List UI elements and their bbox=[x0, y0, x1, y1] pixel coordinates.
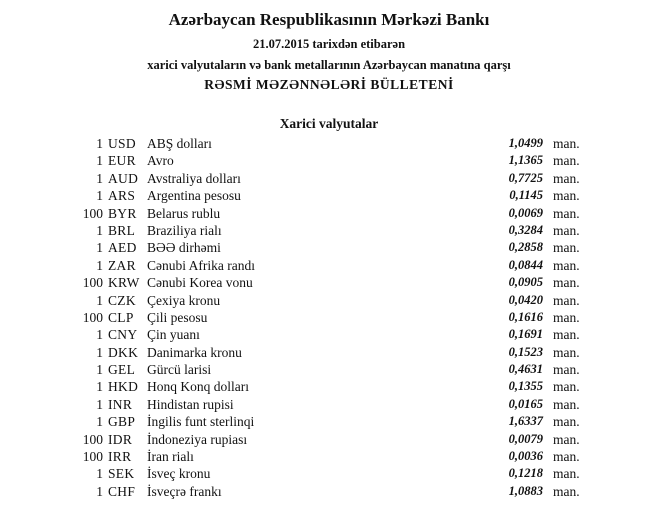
rate-row bbox=[0, 274, 658, 291]
rate-row bbox=[0, 361, 658, 378]
currency-code: CZK bbox=[108, 292, 136, 308]
rate-row bbox=[0, 152, 658, 169]
rate-row bbox=[0, 257, 658, 274]
currency-code: CHF bbox=[108, 483, 136, 499]
rate-unit: man. bbox=[553, 483, 580, 499]
rate-unit: man. bbox=[553, 292, 580, 308]
currency-code: KRW bbox=[108, 275, 140, 291]
currency-name: Hindistan rupisi bbox=[147, 396, 234, 412]
rate-unit: man. bbox=[553, 449, 580, 465]
currency-name: İsveçrə frankı bbox=[147, 483, 222, 499]
currency-name: Çili pesosu bbox=[147, 309, 208, 325]
rate-quantity: 1 bbox=[96, 292, 103, 308]
rate-quantity: 1 bbox=[96, 153, 103, 169]
exchange-rate: 0,0069 bbox=[508, 205, 543, 220]
exchange-rate: 1,6337 bbox=[508, 414, 543, 429]
rate-row bbox=[0, 431, 658, 448]
rate-row bbox=[0, 135, 658, 152]
rate-quantity: 1 bbox=[96, 344, 103, 360]
currency-name: Çin yuanı bbox=[147, 327, 200, 343]
rate-row bbox=[0, 344, 658, 361]
rate-quantity: 1 bbox=[96, 136, 103, 151]
currency-name: İngilis funt sterlinqi bbox=[147, 414, 255, 430]
rate-row bbox=[0, 378, 658, 395]
exchange-rate: 0,0079 bbox=[508, 431, 543, 446]
rate-quantity: 1 bbox=[96, 414, 103, 430]
rate-quantity: 100 bbox=[82, 205, 103, 221]
currency-code: INR bbox=[108, 396, 133, 412]
currency-name: Honq Konq dolları bbox=[147, 379, 249, 395]
rate-row bbox=[0, 292, 658, 309]
exchange-rate: 0,4631 bbox=[508, 362, 543, 377]
rate-quantity: 100 bbox=[82, 275, 103, 291]
rate-unit: man. bbox=[553, 362, 580, 378]
currency-name: İsveç kronu bbox=[147, 466, 211, 482]
effective-date: 21.07.2015 tarixdən etibarən bbox=[252, 37, 406, 51]
currency-code: IRR bbox=[108, 449, 132, 465]
currency-name: İran rialı bbox=[147, 449, 194, 465]
currency-name: Danimarka kronu bbox=[147, 344, 242, 360]
rate-unit: man. bbox=[553, 327, 580, 343]
rate-unit: man. bbox=[553, 344, 580, 360]
currency-name: Braziliya rialı bbox=[147, 222, 222, 238]
currency-code: CNY bbox=[108, 327, 138, 343]
rate-row bbox=[0, 448, 658, 465]
currency-code: GEL bbox=[108, 362, 136, 378]
currency-name: Belarus rublu bbox=[147, 205, 221, 221]
rate-row bbox=[0, 465, 658, 482]
exchange-rate: 0,2858 bbox=[508, 240, 543, 255]
rate-quantity: 1 bbox=[96, 466, 103, 482]
rate-unit: man. bbox=[553, 379, 580, 395]
rate-row bbox=[0, 170, 658, 187]
currency-name: Avstraliya dolları bbox=[147, 170, 241, 186]
bulletin-subtitle: xarici valyutaların və bank metallarının Azərbaycan manatına qarşı bbox=[147, 58, 511, 72]
rate-unit: man. bbox=[553, 222, 580, 238]
exchange-rate: 1,0499 bbox=[508, 136, 543, 150]
currency-code: BYR bbox=[108, 205, 137, 221]
rate-quantity: 100 bbox=[82, 309, 103, 325]
currency-name: Avro bbox=[147, 153, 174, 169]
rate-quantity: 1 bbox=[96, 379, 103, 395]
rate-unit: man. bbox=[553, 257, 580, 273]
rate-row bbox=[0, 309, 658, 326]
rate-row bbox=[0, 222, 658, 239]
section-title: Xarici valyutalar bbox=[279, 116, 379, 131]
currency-code: GBP bbox=[108, 414, 136, 430]
rate-unit: man. bbox=[553, 466, 580, 482]
rate-quantity: 1 bbox=[96, 483, 103, 499]
exchange-rate: 0,1355 bbox=[508, 379, 543, 394]
exchange-rate: 0,0844 bbox=[508, 257, 543, 272]
rate-row bbox=[0, 326, 658, 343]
currency-code: ZAR bbox=[108, 257, 136, 273]
currency-code: BRL bbox=[108, 222, 136, 238]
exchange-rate: 0,1616 bbox=[508, 309, 543, 324]
rate-unit: man. bbox=[553, 309, 580, 325]
rate-row bbox=[0, 187, 658, 204]
bulletin-title: RƏSMİ MƏZƏNNƏLƏRİ BÜLLETENİ bbox=[204, 77, 454, 92]
rate-quantity: 1 bbox=[96, 327, 103, 343]
rate-row bbox=[0, 239, 658, 256]
exchange-rate: 0,0420 bbox=[508, 292, 543, 307]
exchange-rate: 0,1691 bbox=[508, 327, 543, 342]
rate-unit: man. bbox=[553, 275, 580, 291]
currency-name: Cənubi Afrika randı bbox=[147, 257, 255, 273]
rate-row bbox=[0, 396, 658, 413]
rate-row bbox=[0, 483, 658, 500]
currency-code: HKD bbox=[108, 379, 139, 395]
exchange-rate: 0,1145 bbox=[509, 188, 543, 203]
exchange-rate: 0,7725 bbox=[508, 170, 543, 185]
rate-quantity: 1 bbox=[96, 188, 103, 204]
currency-code: AUD bbox=[108, 170, 139, 186]
currency-code: USD bbox=[108, 136, 136, 151]
exchange-rate: 0,0036 bbox=[508, 449, 543, 464]
currency-name: İndoneziya rupiası bbox=[147, 431, 248, 447]
rate-row bbox=[0, 413, 658, 430]
rates-table bbox=[0, 135, 658, 500]
rate-quantity: 1 bbox=[96, 240, 103, 256]
currency-code: SEK bbox=[108, 466, 135, 482]
currency-code: ARS bbox=[108, 188, 136, 204]
rate-quantity: 1 bbox=[96, 362, 103, 378]
currency-code: AED bbox=[108, 240, 137, 256]
rate-unit: man. bbox=[553, 188, 580, 204]
rate-quantity: 1 bbox=[96, 396, 103, 412]
rate-unit: man. bbox=[553, 396, 580, 412]
rate-unit: man. bbox=[553, 431, 580, 447]
exchange-rate: 1,1365 bbox=[508, 153, 543, 168]
rate-unit: man. bbox=[553, 205, 580, 221]
currency-name: Çexiya kronu bbox=[147, 292, 221, 308]
currency-name: ABŞ dolları bbox=[147, 136, 212, 151]
exchange-rate: 0,1523 bbox=[508, 344, 543, 359]
bank-title: Azərbaycan Respublikasının Mərkəzi Bankı bbox=[168, 10, 490, 29]
currency-code: EUR bbox=[108, 153, 136, 169]
exchange-rate: 0,1218 bbox=[508, 466, 543, 481]
exchange-rate: 0,0905 bbox=[508, 275, 543, 290]
currency-name: Gürcü larisi bbox=[147, 362, 212, 378]
rate-unit: man. bbox=[553, 240, 580, 256]
rate-unit: man. bbox=[553, 153, 580, 169]
exchange-rate: 0,0165 bbox=[508, 396, 543, 411]
rate-row bbox=[0, 205, 658, 222]
rate-quantity: 100 bbox=[82, 431, 103, 447]
rate-quantity: 1 bbox=[96, 222, 103, 238]
rate-quantity: 100 bbox=[82, 449, 103, 465]
exchange-rate: 1,0883 bbox=[508, 483, 543, 498]
currency-name: Argentina pesosu bbox=[147, 188, 241, 204]
rate-unit: man. bbox=[553, 170, 580, 186]
rate-unit: man. bbox=[553, 414, 580, 430]
currency-name: Cənubi Korea vonu bbox=[147, 275, 253, 291]
rate-quantity: 1 bbox=[96, 170, 103, 186]
currency-code: CLP bbox=[108, 309, 134, 325]
exchange-rate: 0,3284 bbox=[508, 222, 543, 237]
currency-code: IDR bbox=[108, 431, 133, 447]
currency-name: BƏƏ dirhəmi bbox=[147, 240, 221, 256]
rate-unit: man. bbox=[553, 136, 580, 151]
rate-quantity: 1 bbox=[96, 257, 103, 273]
currency-code: DKK bbox=[108, 344, 139, 360]
